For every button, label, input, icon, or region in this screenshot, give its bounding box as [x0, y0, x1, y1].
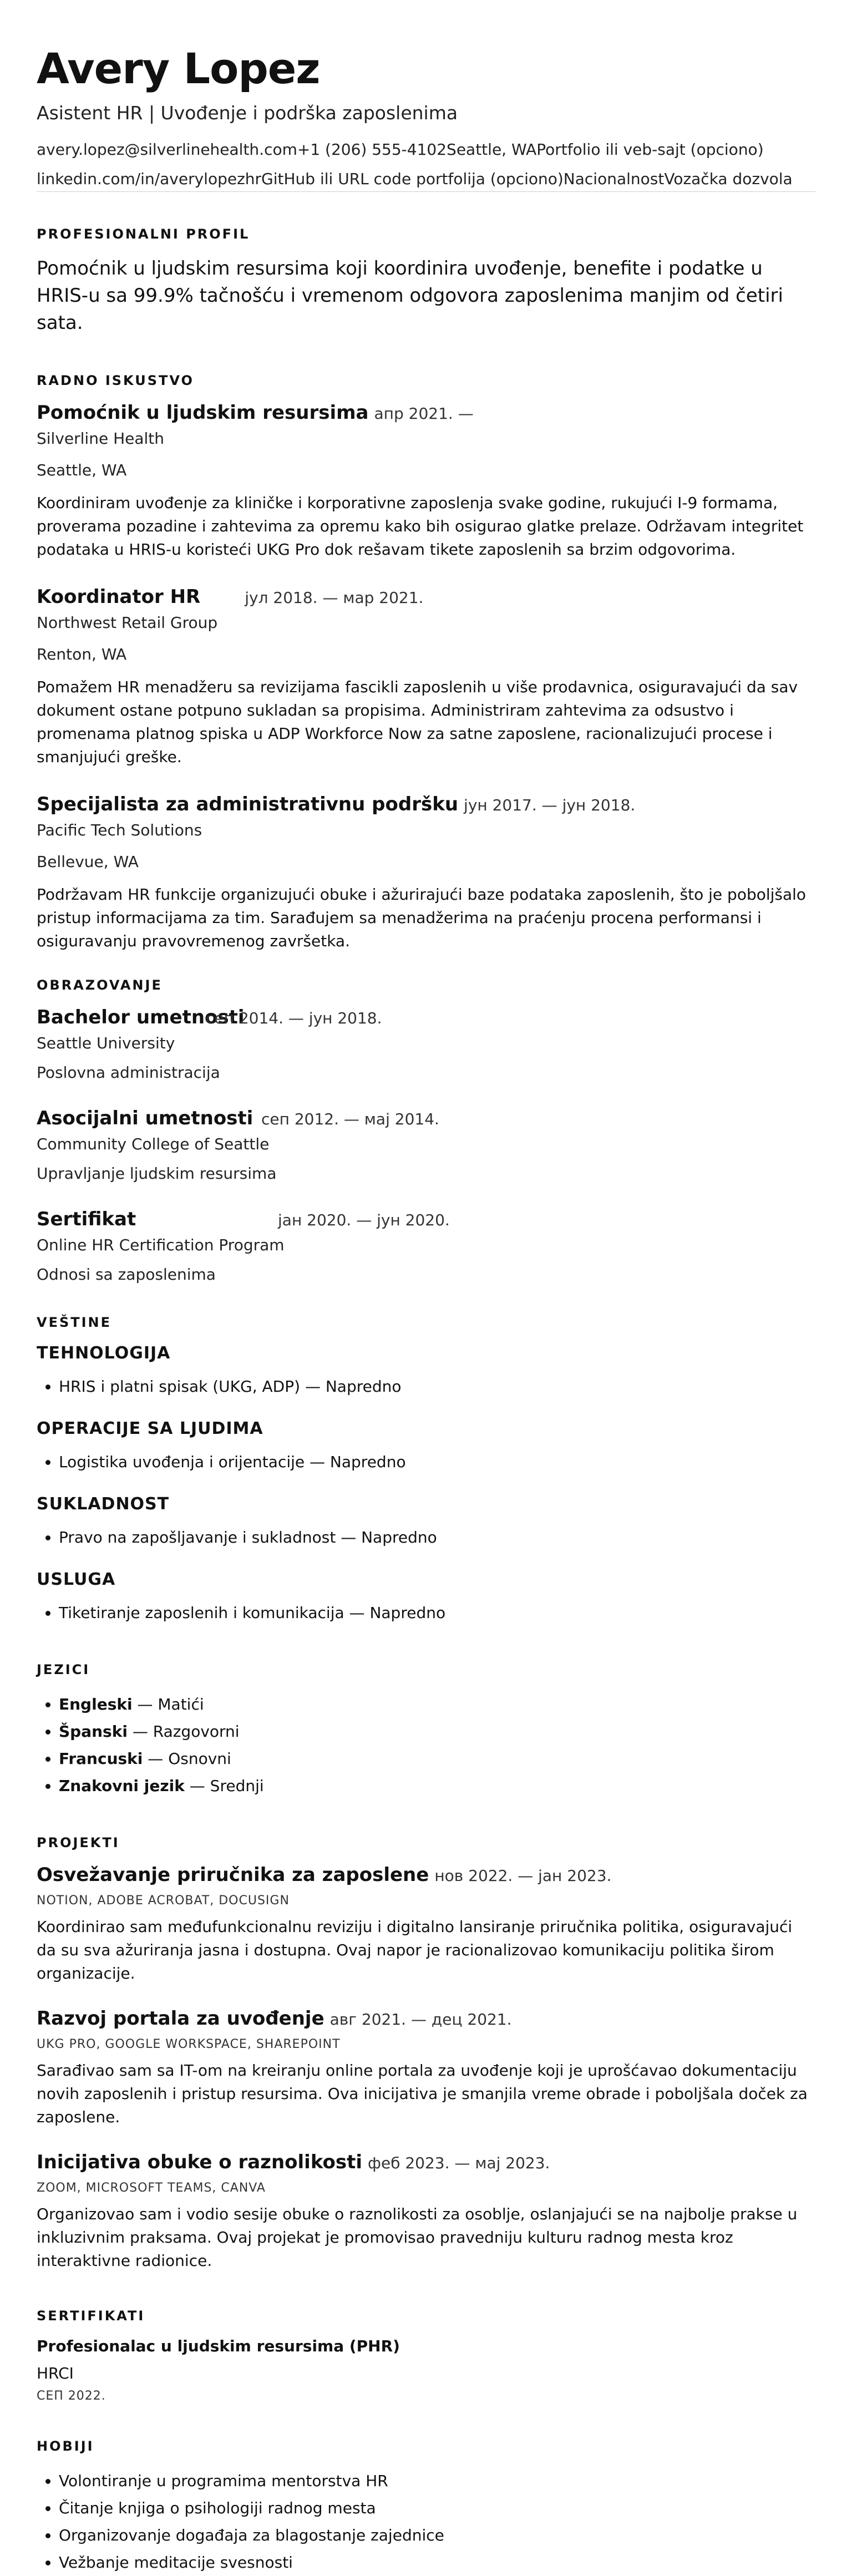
- project-dates: феб 2023. — мај 2023.: [368, 2153, 550, 2172]
- degree-title: Asocijalni umetnosti: [37, 1107, 253, 1129]
- section-title-certifications: SERTIFIKATI: [37, 2308, 145, 2324]
- education-dates: јан 2020. — јун 2020.: [278, 1210, 450, 1229]
- skills-section: [37, 1315, 815, 1626]
- project-name: Inicijativa obuke o raznolikosti: [37, 2151, 363, 2173]
- degree-title: Bachelor umetnosti: [37, 1006, 245, 1028]
- language-list: [37, 1691, 815, 1799]
- candidate-name: Avery Lopez: [37, 44, 320, 93]
- project-name: Razvoj portala za uvođenje: [37, 2007, 324, 2030]
- language-level: — Matići: [132, 1695, 204, 1713]
- section-title-experience: RADNO ISKUSTVO: [37, 372, 194, 388]
- job-location: Renton, WA: [37, 645, 127, 663]
- field-of-study: Upravljanje ljudskim resursima: [37, 1164, 277, 1183]
- resume-header: [37, 44, 815, 192]
- skill-category: TEHNOLOGIJA: [37, 1343, 171, 1363]
- projects-section: [37, 1835, 815, 2273]
- certification-name: Profesionalac u ljudskim resursima (PHR): [37, 2336, 400, 2355]
- skill-list: [37, 1448, 815, 1475]
- skill-group: [37, 1343, 815, 1400]
- skill-item: • Pravo na zapošljavanje i sukladnost — Napredno: [59, 1524, 815, 1551]
- school-name: Seattle University: [37, 1033, 175, 1052]
- skill-category: SUKLADNOST: [37, 1494, 170, 1514]
- job-description: Koordiniram uvođenje za kliničke i korporativne zaposlenja svake godine, rukujući I-9 formama, proverama pozadine i zahtevima za opremu kako bih osigurao glatke prelaze. Održavam integritet podataka u HRIS-u koristeći UKG Pro dok rešavam tikete zaposlenih sa brzim odgovorima.: [37, 493, 804, 559]
- language-name: Znakovni jezik: [59, 1776, 185, 1795]
- company-name: Pacific Tech Solutions: [37, 820, 202, 839]
- job-dates: јун 2017. — јун 2018.: [464, 795, 636, 814]
- skill-list: [37, 1524, 815, 1551]
- experience-section: [37, 373, 815, 953]
- skill-group: [37, 1419, 815, 1475]
- project-entry: [37, 1864, 815, 1985]
- language-name: Engleski: [59, 1695, 133, 1713]
- job-title: Specijalista za administrativnu podršku: [37, 793, 459, 815]
- section-title-education: OBRAZOVANJE: [37, 977, 163, 993]
- education-dates: сеп 2012. — мај 2014.: [261, 1109, 439, 1128]
- header-divider: [37, 191, 815, 192]
- experience-entry: [37, 793, 815, 953]
- project-description: Koordinirao sam međufunkcionalnu reviziju i digitalno lansiranje priručnika politika, osiguravajući da su sva ažuriranja jasna i dostupna. Ovaj napor je racionalizovao komunikaciju politika širom organizacije.: [37, 1917, 793, 1982]
- field-of-study: Odnosi sa zaposlenima: [37, 1265, 216, 1284]
- project-name: Osvežavanje priručnika za zaposlene: [37, 1863, 429, 1886]
- project-entry: [37, 2007, 815, 2129]
- candidate-headline: Asistent HR | Uvođenje i podrška zaposlenima: [37, 102, 458, 124]
- skill-item: • Logistika uvođenja i orijentacije — Napredno: [59, 1448, 815, 1475]
- project-dates: нов 2022. — јан 2023.: [434, 1866, 612, 1885]
- skill-item: • HRIS i platni spisak (UKG, ADP) — Napredno: [59, 1373, 815, 1400]
- field-of-study: Poslovna administracija: [37, 1063, 220, 1082]
- job-description: Pomažem HR menadžeru sa revizijama fascikli zaposlenih u više prodavnica, osiguravajući da sav dokument ostane potpuno sukladan sa propisima. Administriram zahtevima za odsustvo i promenama platnog spiska u ADP Workforce Now za satne zaposlene, racionalizujući procese i smanjujući greške.: [37, 677, 798, 766]
- hobby-item: • Organizovanje događaja za blagostanje zajednice: [59, 2522, 815, 2549]
- job-description: Podržavam HR funkcije organizujući obuke i ažurirajući baze podataka zaposlenih, što je poboljšalo pristup informacijama za tim. Sarađujem sa menadžerima na praćenju procena performansi i osiguravanju pravovremenog završetka.: [37, 885, 807, 950]
- certifications-section: [37, 2308, 815, 2403]
- language-level: — Razgovorni: [127, 1722, 240, 1741]
- language-item: [59, 1718, 815, 1745]
- job-dates: апр 2021. —: [374, 404, 474, 423]
- education-entry: [37, 1107, 815, 1183]
- school-name: Online HR Certification Program: [37, 1235, 285, 1254]
- certification-issuer: HRCI: [37, 2364, 74, 2382]
- job-location: Seattle, WA: [37, 460, 127, 479]
- hobby-item: • Volontiranje u programima mentorstva HR: [59, 2467, 815, 2494]
- job-title: Koordinator HR: [37, 585, 201, 608]
- language-level: — Srednji: [184, 1776, 264, 1795]
- job-dates: јул 2018. — мар 2021.: [245, 588, 424, 607]
- project-description: Sarađivao sam sa IT-om na kreiranju online portala za uvođenje koji je uprošćavao dokumentaciju novih zaposlenih i pristup resursima. Ova inicijativa je smanjila vreme obrade i poboljšala doček za zaposlene.: [37, 2061, 808, 2126]
- skill-category: USLUGA: [37, 1569, 116, 1589]
- hobby-item: • Vežbanje meditacije svesnosti: [59, 2549, 815, 2576]
- language-item: [59, 1772, 815, 1799]
- section-title-skills: VEŠTINE: [37, 1314, 112, 1330]
- job-location: Bellevue, WA: [37, 852, 139, 871]
- skill-list: [37, 1373, 815, 1400]
- languages-section: [37, 1662, 815, 1799]
- language-name: Francuski: [59, 1749, 143, 1768]
- skill-category: OPERACIJE SA LJUDIMA: [37, 1418, 263, 1438]
- skill-group: [37, 1494, 815, 1551]
- job-title: Pomoćnik u ljudskim resursima: [37, 401, 369, 424]
- profile-summary: Pomoćnik u ljudskim resursima koji koordinira uvođenje, benefite i podatke u HRIS-u sa 99.9% tačnošću i vremenom odgovora zaposlenima manjim od četiri sata.: [37, 257, 783, 334]
- project-tools: UKG PRO, GOOGLE WORKSPACE, SHAREPOINT: [37, 2037, 341, 2051]
- section-title-projects: PROJEKTI: [37, 1834, 120, 1850]
- experience-entry: [37, 402, 815, 561]
- company-name: Silverline Health: [37, 429, 165, 448]
- hobby-item: • Čitanje knjiga o psihologiji radnog mesta: [59, 2494, 815, 2522]
- language-level: — Osnovni: [143, 1749, 231, 1768]
- project-tools: ZOOM, MICROSOFT TEAMS, CANVA: [37, 2181, 266, 2195]
- skill-group: [37, 1570, 815, 1626]
- section-title-hobbies: HOBIJI: [37, 2438, 94, 2454]
- project-entry: [37, 2151, 815, 2273]
- certification-date: СЕП 2022.: [37, 2389, 106, 2403]
- section-title-languages: JEZICI: [37, 1661, 90, 1677]
- hobby-list: [37, 2467, 815, 2576]
- contact-line-2: linkedin.com/in/averylopezhrGitHub ili URL code portfolija (opciono)NacionalnostVozačka dozvola: [37, 169, 793, 188]
- skill-item: • Tiketiranje zaposlenih i komunikacija — Napredno: [59, 1599, 815, 1626]
- degree-title: Sertifikat: [37, 1208, 136, 1230]
- project-tools: NOTION, ADOBE ACROBAT, DOCUSIGN: [37, 1893, 290, 1908]
- certification-entry: [37, 2337, 815, 2403]
- education-dates: сеп 2014. — јун 2018.: [206, 1008, 382, 1027]
- profile-section: [37, 226, 815, 337]
- project-dates: авг 2021. — дец 2021.: [329, 2010, 512, 2029]
- section-title-profile: PROFESIONALNI PROFIL: [37, 226, 250, 242]
- language-name: Španski: [59, 1722, 128, 1741]
- education-entry: [37, 1208, 815, 1284]
- education-section: [37, 977, 815, 1284]
- skill-list: [37, 1599, 815, 1626]
- language-item: [59, 1745, 815, 1772]
- language-item: [59, 1691, 815, 1718]
- education-entry: [37, 1006, 815, 1082]
- school-name: Community College of Seattle: [37, 1134, 270, 1153]
- project-description: Organizovao sam i vodio sesije obuke o raznolikosti za osoblje, oslanjajući se na najbolje prakse u inkluzivnim praksama. Ovaj projekat je promovisao pravedniju kulturu radnog mesta kroz interaktivne radionice.: [37, 2204, 798, 2270]
- experience-entry: [37, 586, 815, 769]
- contact-line-1: avery.lopez@silverlinehealth.com+1 (206) 555-4102Seattle, WAPortfolio ili veb-sajt (opciono): [37, 140, 764, 159]
- company-name: Northwest Retail Group: [37, 613, 218, 632]
- hobbies-section: [37, 2438, 815, 2576]
